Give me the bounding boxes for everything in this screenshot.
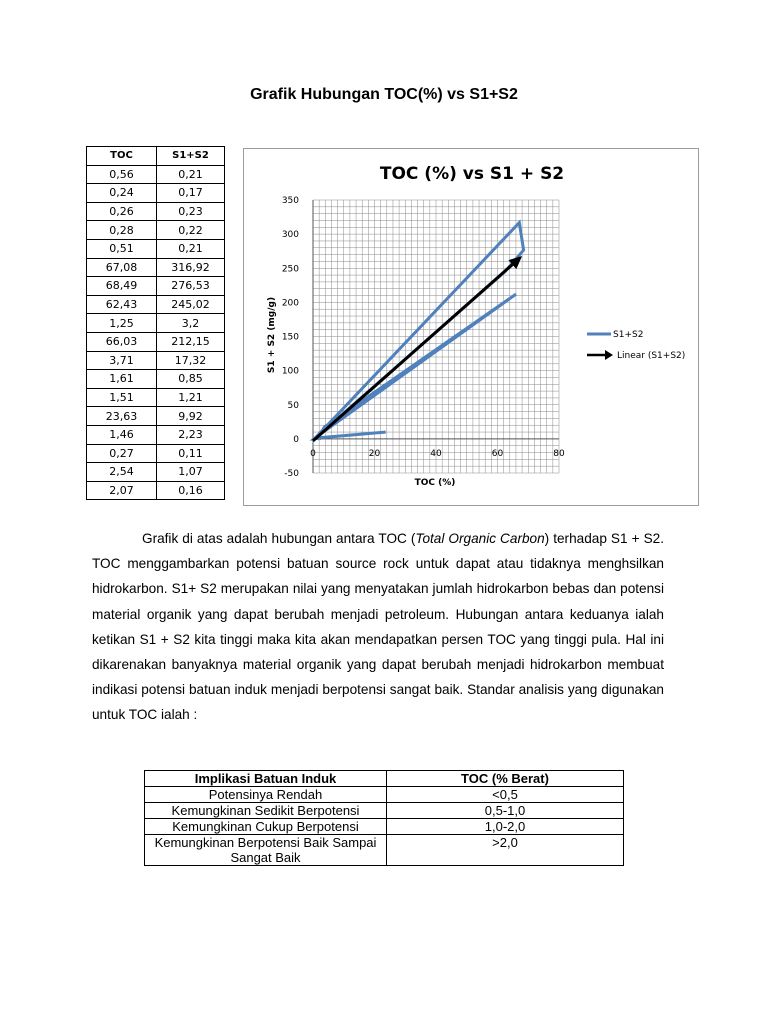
- table-row: [87, 444, 225, 463]
- cell-toc: 66,03: [87, 332, 157, 351]
- cell-toc: 1,51: [87, 388, 157, 407]
- series-line-linear: [313, 265, 512, 441]
- cell-s1s2: 2,23: [157, 425, 225, 444]
- cell-toc: 1,25: [87, 314, 157, 333]
- table-row: [145, 819, 624, 835]
- y-tick-label: 350: [281, 196, 299, 206]
- page-title: Grafik Hubungan TOC(%) vs S1+S2: [250, 86, 518, 103]
- table-row: [87, 332, 225, 351]
- cell-s1s2: 0,16: [157, 481, 225, 500]
- cell-toc: 62,43: [87, 295, 157, 314]
- header-toc: TOC: [87, 147, 157, 166]
- cell-toc: 23,63: [87, 407, 157, 426]
- cell-toc: 3,71: [87, 351, 157, 370]
- cell-s1s2: 3,2: [157, 314, 225, 333]
- cell-toc-range: <0,5: [387, 787, 624, 803]
- cell-toc-range: >2,0: [387, 835, 624, 866]
- table-row: [87, 165, 225, 184]
- header-toc-weight: TOC (% Berat): [387, 771, 624, 787]
- legend-label-linear: Linear (S1+S2): [617, 351, 686, 361]
- y-axis-label: S1 + S2 (mg/g): [267, 296, 277, 374]
- x-axis-label: TOC (%): [414, 478, 456, 488]
- table-row: [87, 388, 225, 407]
- series-line-s1s2: [314, 223, 524, 439]
- cell-toc: 0,51: [87, 239, 157, 258]
- x-tick-label: 80: [553, 448, 565, 459]
- chart-frame: [243, 148, 699, 506]
- x-tick-label: 40: [430, 448, 442, 459]
- data-table: [86, 146, 225, 500]
- cell-implication: Kemungkinan Sedikit Berpotensi: [145, 803, 387, 819]
- cell-s1s2: 0,21: [157, 239, 225, 258]
- table-row: [87, 295, 225, 314]
- table-row: [87, 481, 225, 500]
- cell-toc: 1,61: [87, 370, 157, 389]
- table-row: [87, 370, 225, 389]
- cell-toc: 67,08: [87, 258, 157, 277]
- cell-implication: Kemungkinan Berpotensi Baik Sampai Sangat Baik: [145, 835, 387, 866]
- y-tick-label: 0: [293, 434, 299, 445]
- cell-s1s2: 245,02: [157, 295, 225, 314]
- cell-s1s2: 316,92: [157, 258, 225, 277]
- cell-s1s2: 276,53: [157, 277, 225, 296]
- cell-s1s2: 0,11: [157, 444, 225, 463]
- x-tick-label: 20: [368, 448, 381, 459]
- cell-s1s2: 9,92: [157, 407, 225, 426]
- header-implication: Implikasi Batuan Induk: [145, 771, 387, 787]
- toc-chart: [244, 149, 700, 507]
- cell-toc: 0,26: [87, 202, 157, 221]
- y-tick-label: 150: [281, 332, 299, 343]
- legend: [587, 330, 685, 361]
- cell-s1s2: 1,21: [157, 388, 225, 407]
- table-row: [87, 351, 225, 370]
- table-row: [87, 239, 225, 258]
- chart-title: TOC (%) vs S1 + S2: [379, 164, 565, 184]
- legend-arrow-icon: [605, 350, 613, 360]
- cell-implication: Kemungkinan Cukup Berpotensi: [145, 819, 387, 835]
- cell-toc-range: 1,0-2,0: [387, 819, 624, 835]
- y-tick-label: 50: [287, 400, 299, 411]
- table-row: [87, 425, 225, 444]
- cell-implication: Potensinya Rendah: [145, 787, 387, 803]
- cell-s1s2: 17,32: [157, 351, 225, 370]
- cell-toc: 0,27: [87, 444, 157, 463]
- cell-toc: 0,56: [87, 165, 157, 184]
- body-paragraph: [92, 526, 664, 728]
- y-tick-label: 250: [281, 264, 299, 275]
- cell-toc: 2,07: [87, 481, 157, 500]
- x-tick-label: 60: [491, 448, 504, 459]
- cell-s1s2: 1,07: [157, 463, 225, 482]
- cell-toc: 0,28: [87, 221, 157, 240]
- table-row: [87, 258, 225, 277]
- cell-s1s2: 0,22: [157, 221, 225, 240]
- cell-s1s2: 0,21: [157, 165, 225, 184]
- y-tick-label: 100: [281, 366, 299, 377]
- y-tick-label: 300: [281, 230, 299, 241]
- y-tick-label: 200: [281, 298, 299, 309]
- paragraph-text-before: Grafik di atas adalah hubungan antara TOC (: [142, 531, 416, 546]
- cell-toc: 2,54: [87, 463, 157, 482]
- table-row: [87, 314, 225, 333]
- cell-s1s2: 0,23: [157, 202, 225, 221]
- y-tick-label: -50: [284, 469, 299, 479]
- table-row: [145, 787, 624, 803]
- header-s1s2: S1+S2: [157, 147, 225, 166]
- paragraph-italic-term: Total Organic Carbon: [415, 531, 545, 546]
- cell-toc: 1,46: [87, 425, 157, 444]
- paragraph-text-after: ) terhadap S1 + S2. TOC menggambarkan potensi batuan source rock untuk dapat atau tidaknya menghsilkan hidrokarbon. S1+ S2 merupakan nilai yang menyatakan jumlah hidrokarbon bebas dan potensi material organik yang dapat berubah menjadi petroleum. Hubungan antara keduanya ialah ketikan S1 + S2 kita tinggi maka kita akan mendapatkan persen TOC yang tinggi pula. Hal ini dikarenakan banyaknya material organik yang dapat berubah menjadi hidrokarbon membuat indikasi potensi batuan induk menjadi berpotensi sangat baik. Standar analisis yang digunakan untuk TOC ialah :: [92, 531, 664, 723]
- table-row: [87, 407, 225, 426]
- cell-s1s2: 0,17: [157, 184, 225, 203]
- table-row: [87, 202, 225, 221]
- standard-table: [144, 770, 624, 866]
- x-tick-label: 0: [310, 448, 316, 459]
- data-table-header: [87, 147, 225, 166]
- series: [313, 223, 524, 441]
- table-row: [145, 835, 624, 866]
- cell-toc-range: 0,5-1,0: [387, 803, 624, 819]
- table-row: [145, 803, 624, 819]
- table-row: [87, 184, 225, 203]
- table-row: [87, 277, 225, 296]
- cell-toc: 0,24: [87, 184, 157, 203]
- table-row: [87, 463, 225, 482]
- legend-label-s1s2: S1+S2: [613, 330, 644, 340]
- cell-toc: 68,49: [87, 277, 157, 296]
- cell-s1s2: 0,85: [157, 370, 225, 389]
- standard-table-header: [145, 771, 624, 787]
- cell-s1s2: 212,15: [157, 332, 225, 351]
- table-row: [87, 221, 225, 240]
